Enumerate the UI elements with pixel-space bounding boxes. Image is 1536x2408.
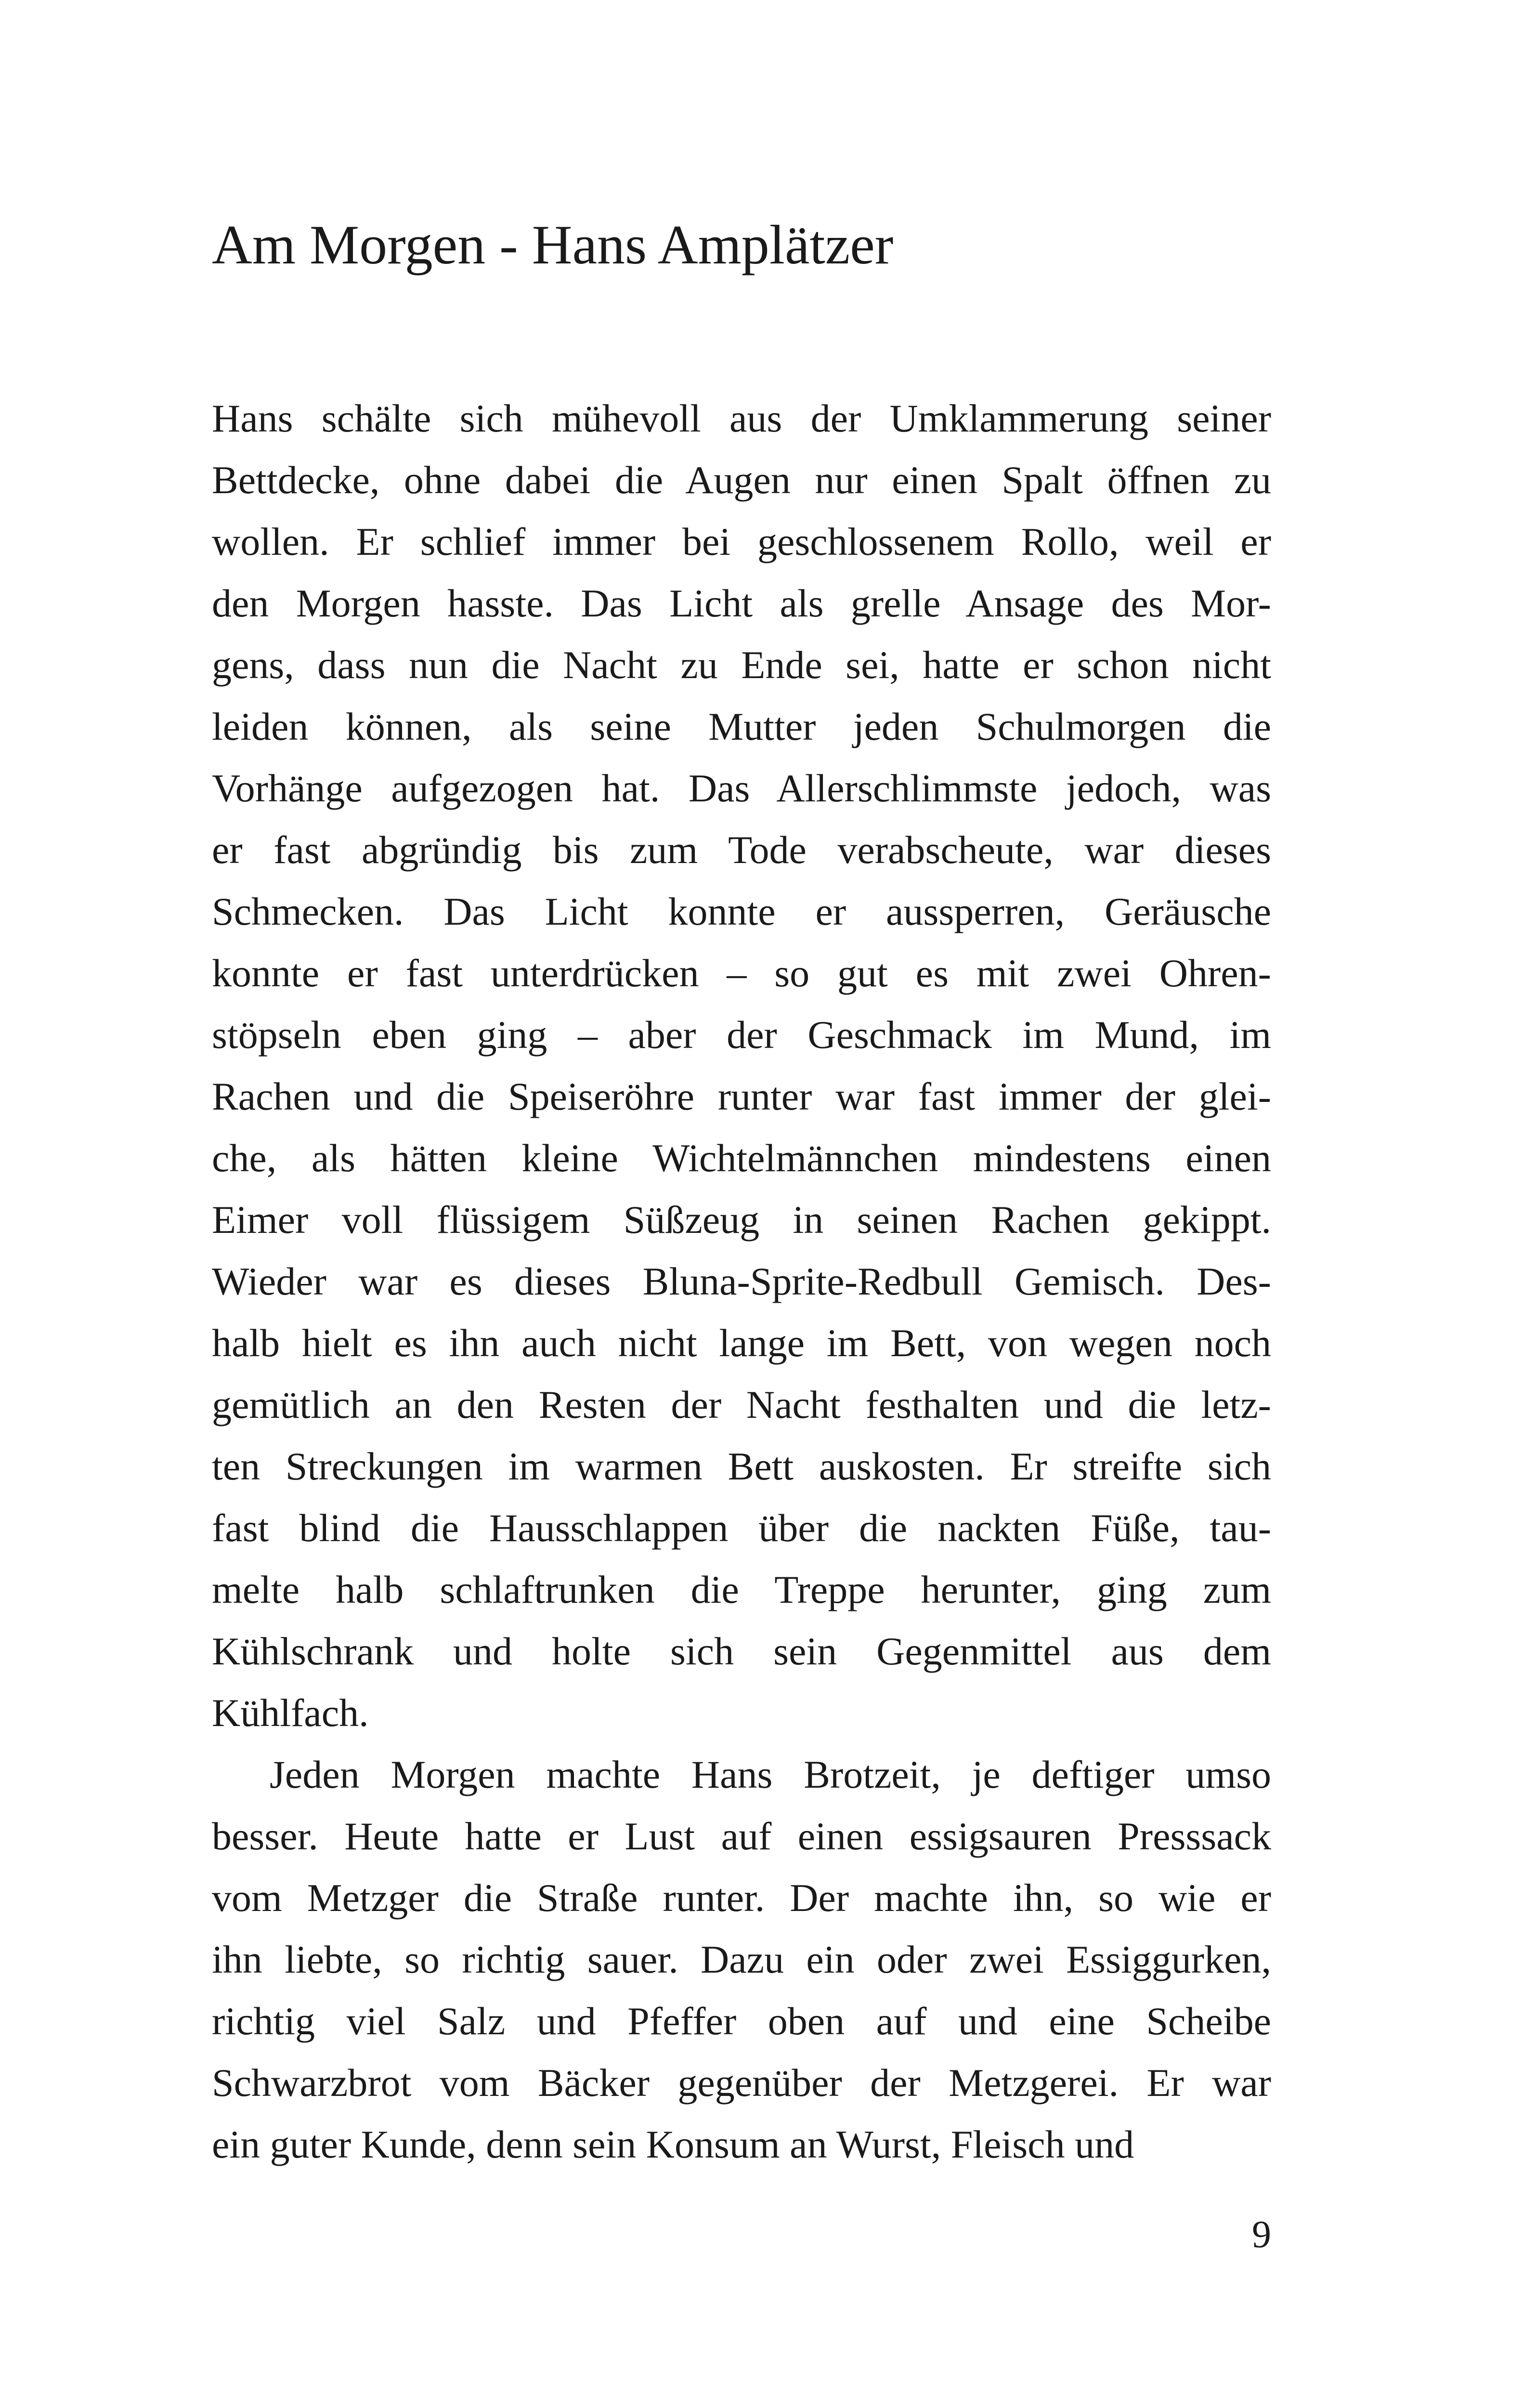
text-line: gemütlich an den Resten der Nacht festhalten und die letz-: [212, 1383, 1271, 1426]
paragraph: [212, 1744, 1271, 2175]
text-line: Kühlschrank und holte sich sein Gegenmittel aus dem: [212, 1629, 1271, 1673]
page-number: 9: [1252, 2213, 1271, 2256]
text-line: che, als hätten kleine Wichtelmännchen mindestens einen: [212, 1136, 1271, 1180]
text-line: stöpseln eben ging – aber der Geschmack im Mund, im: [212, 1013, 1271, 1057]
text-line: ten Streckungen im warmen Bett auskosten. Er streifte sich: [212, 1444, 1271, 1488]
text-line: vom Metzger die Straße runter. Der machte ihn, so wie er: [212, 1876, 1271, 1920]
text-line: melte halb schlaftrunken die Treppe herunter, ging zum: [212, 1568, 1271, 1611]
text-line: ein guter Kunde, denn sein Konsum an Wurst, Fleisch und: [212, 2122, 1134, 2166]
text-line: konnte er fast unterdrücken – so gut es mit zwei Ohren-: [212, 951, 1271, 995]
text-line: Vorhänge aufgezogen hat. Das Allerschlimmste jedoch, was: [212, 766, 1271, 810]
text-line: besser. Heute hatte er Lust auf einen essigsauren Presssack: [212, 1814, 1271, 1858]
text-line: Bettdecke, ohne dabei die Augen nur einen Spalt öffnen zu: [212, 458, 1271, 502]
text-line: Kühlfach.: [212, 1691, 369, 1735]
text-line: Rachen und die Speiseröhre runter war fast immer der glei-: [212, 1074, 1271, 1118]
text-line: er fast abgründig bis zum Tode verabscheute, war dieses: [212, 828, 1271, 872]
paragraph: [212, 388, 1271, 1744]
text-line: Schwarzbrot vom Bäcker gegenüber der Metzgerei. Er war: [212, 2061, 1271, 2105]
text-line: gens, dass nun die Nacht zu Ende sei, hatte er schon nicht: [212, 643, 1271, 687]
text-line: Schmecken. Das Licht konnte er aussperren, Geräusche: [212, 890, 1271, 933]
text-line: den Morgen hasste. Das Licht als grelle Ansage des Mor-: [212, 581, 1271, 625]
chapter-title: Am Morgen - Hans Amplätzer: [212, 214, 894, 276]
text-line: fast blind die Hausschlappen über die nackten Füße, tau-: [212, 1506, 1271, 1550]
text-line: Eimer voll flüssigem Süßzeug in seinen Rachen gekippt.: [212, 1198, 1271, 1242]
text-line: halb hielt es ihn auch nicht lange im Bett, von wegen noch: [212, 1321, 1271, 1365]
text-line: ihn liebte, so richtig sauer. Dazu ein oder zwei Essiggurken,: [212, 1937, 1271, 1981]
text-line: Jeden Morgen machte Hans Brotzeit, je deftiger umso: [270, 1753, 1271, 1796]
body-text: [212, 388, 1271, 2175]
text-line: richtig viel Salz und Pfeffer oben auf und eine Scheibe: [212, 1999, 1271, 2043]
text-line: leiden können, als seine Mutter jeden Schulmorgen die: [212, 705, 1271, 748]
text-line: wollen. Er schlief immer bei geschlossenem Rollo, weil er: [212, 520, 1271, 563]
text-line: Wieder war es dieses Bluna-Sprite-Redbull Gemisch. Des-: [212, 1259, 1271, 1303]
text-line: Hans schälte sich mühevoll aus der Umklammerung seiner: [212, 396, 1271, 440]
